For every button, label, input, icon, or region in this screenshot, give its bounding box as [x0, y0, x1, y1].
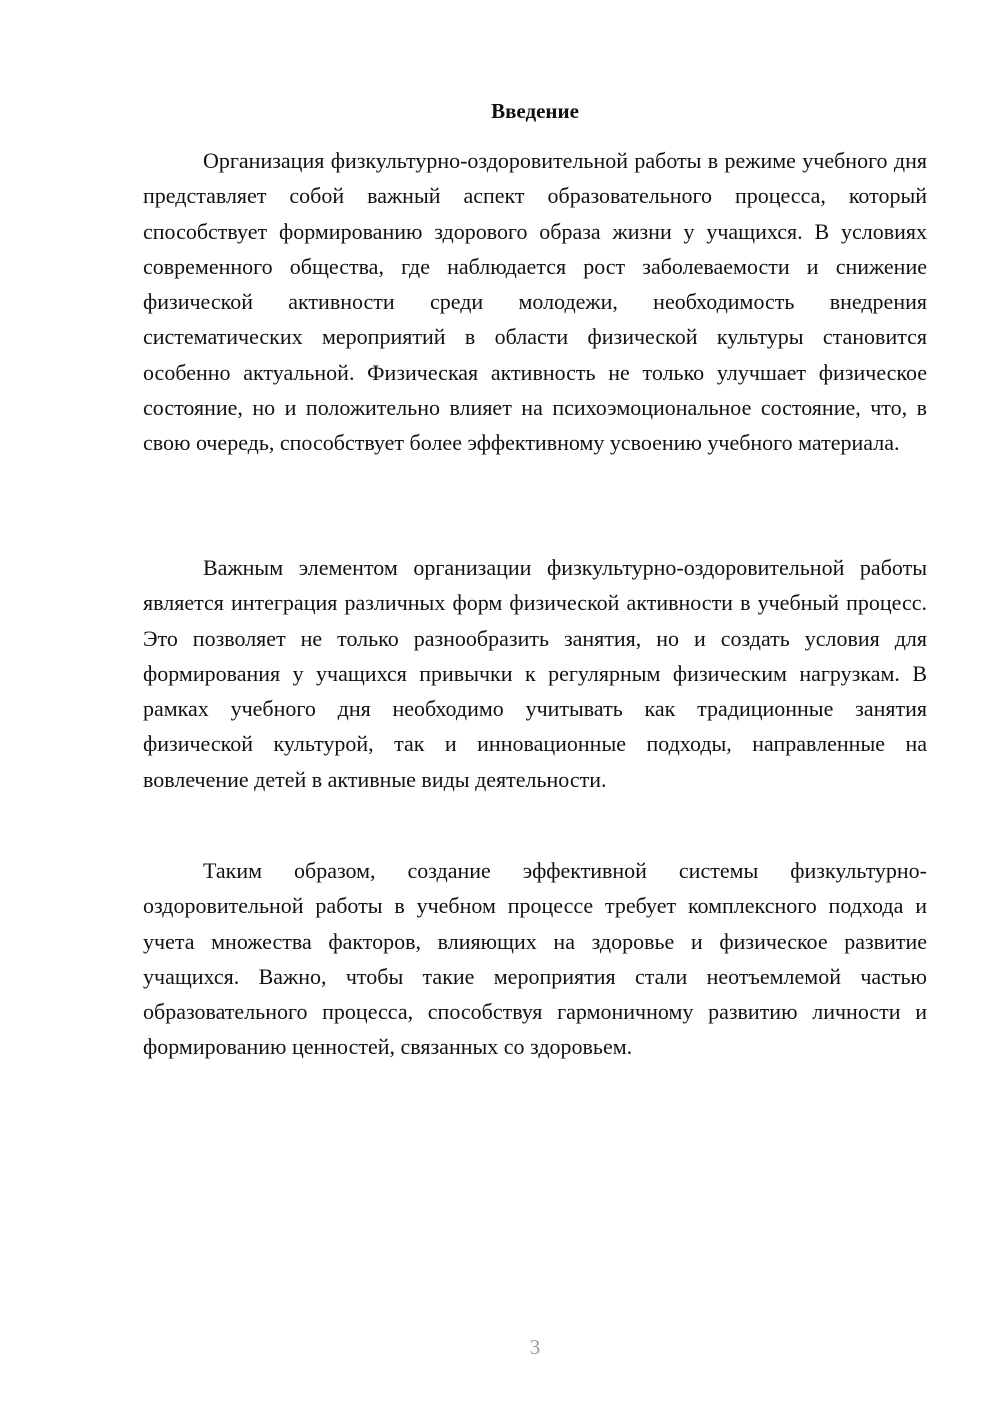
- section-heading: Введение: [491, 99, 579, 123]
- paragraph-2: Важным элементом организации физкультурно-оздоровительной работы является интеграция различных форм физической активности в учебный процесс. Это позволяет не только разнообразить занятия, но и создать условия для формирования у учащихся привычки к регулярным физическим нагрузкам. В рамках учебного дня необходимо учитывать как традиционные занятия физической культурой, так и инновационные подходы, направленные на вовлечение детей в активные виды деятельности.: [143, 555, 927, 792]
- page-number: 3: [529, 1335, 541, 1359]
- paragraph-1: Организация физкультурно-оздоровительной работы в режиме учебного дня представляет собой важный аспект образовательного процесса, который способствует формированию здорового образа жизни у учащихся. В условиях современного общества, где наблюдается рост заболеваемости и снижение физической активности среди молодежи, необходимость внедрения систематических мероприятий в области физической культуры становится особенно актуальной. Физическая активность не только улучшает физическое состояние, но и положительно влияет на психоэмоциональное состояние, что, в свою очередь, способствует более эффективному усвоению учебного материала.: [143, 148, 927, 456]
- paragraph-3: Таким образом, создание эффективной системы физкультурно-оздоровительной работы в учебном процессе требует комплексного подхода и учета множества факторов, влияющих на здоровье и физическое развитие учащихся. Важно, чтобы такие мероприятия стали неотъемлемой частью образовательного процесса, способствуя гармоничному развитию личности и формированию ценностей, связанных со здоровьем.: [143, 858, 927, 1060]
